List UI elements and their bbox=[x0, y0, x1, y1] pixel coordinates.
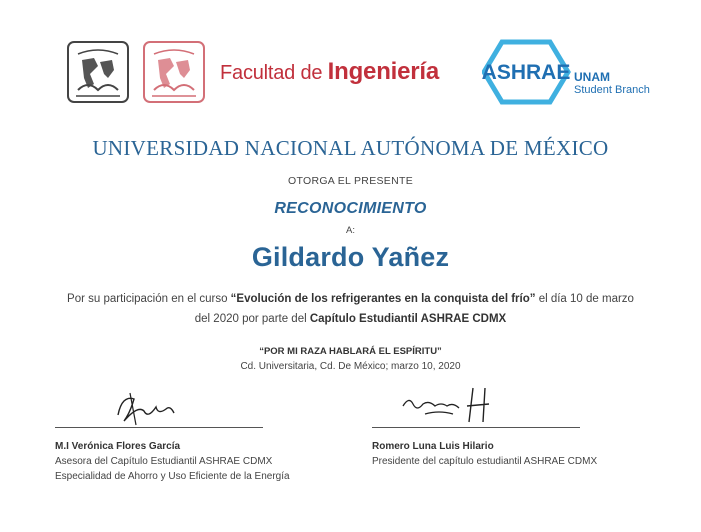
ashrae-wordmark: ASHRAE bbox=[482, 61, 571, 84]
certificate-title: RECONOCIMIENTO bbox=[274, 200, 427, 217]
course-name: “Evolución de los refrigerantes en la conquista del frío” bbox=[230, 293, 536, 305]
description bbox=[0, 289, 701, 329]
left-signature-icon bbox=[100, 385, 210, 430]
left-signatory-name: M.I Verónica Flores García bbox=[55, 441, 181, 452]
left-signatory bbox=[55, 439, 290, 484]
ashrae-branch: Student Branch bbox=[574, 84, 650, 96]
to-label: A: bbox=[346, 225, 355, 236]
desc-part2: el día 10 de marzo bbox=[535, 293, 634, 305]
ashrae-logo-icon bbox=[482, 32, 642, 112]
place-date: Cd. Universitaria, Cd. De México; marzo 10, 2020 bbox=[240, 361, 461, 372]
right-signatory-role: Presidente del capítulo estudiantil ASHRAE CDMX bbox=[372, 456, 598, 467]
ashrae-unam: UNAM bbox=[574, 70, 610, 84]
faculty-prefix: Facultad de bbox=[220, 62, 323, 84]
right-signature-line bbox=[372, 427, 580, 428]
recipient-name: Gildardo Yañez bbox=[251, 242, 450, 272]
university-title: UNIVERSIDAD NACIONAL AUTÓNOMA DE MÉXICO bbox=[92, 136, 609, 160]
motto: “POR MI RAZA HABLARÁ EL ESPÍRITU” bbox=[259, 346, 442, 357]
right-signatory-name: Romero Luna Luis Hilario bbox=[372, 441, 494, 452]
faculty-logo bbox=[220, 58, 439, 86]
left-signatory-department: Especialidad de Ahorro y Uso Eficiente de la Energía bbox=[55, 471, 290, 482]
left-signature-line bbox=[55, 427, 263, 428]
unam-seal-icon bbox=[64, 38, 132, 106]
left-signatory-role: Asesora del Capítulo Estudiantil ASHRAE CDMX bbox=[55, 456, 273, 467]
desc-part1: Por su participación en el curso bbox=[67, 293, 231, 305]
chapter-name: Capítulo Estudiantil ASHRAE CDMX bbox=[309, 313, 507, 325]
grants-line: OTORGA EL PRESENTE bbox=[287, 175, 414, 187]
faculty-strong: Ingeniería bbox=[327, 58, 440, 85]
ingenieria-seal-icon bbox=[140, 38, 208, 106]
desc-part3: del 2020 por parte del bbox=[194, 313, 310, 325]
right-signatory bbox=[372, 439, 597, 469]
right-signature-icon bbox=[395, 382, 505, 427]
